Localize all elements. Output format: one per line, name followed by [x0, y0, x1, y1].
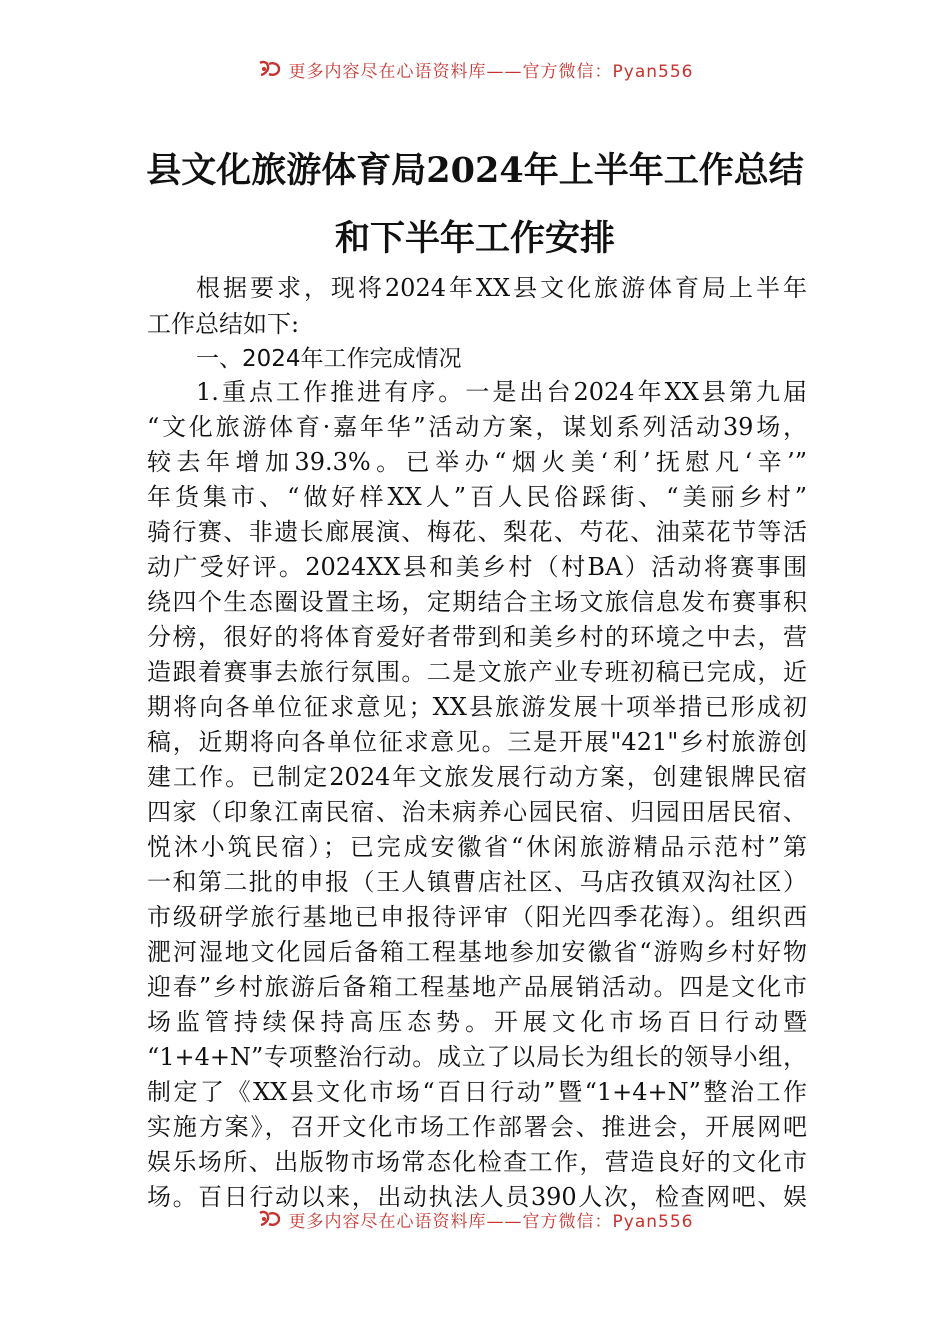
logo-icon — [257, 1210, 283, 1232]
paragraph-line: 场。百日行动以来，出动执法人员390人次，检查网吧、娱 — [147, 1183, 807, 1211]
paragraph-line: 市级研学旅行基地已申报待评审（阳光四季花海）。组织西 — [147, 903, 807, 931]
paragraph-line: 1.重点工作推进有序。一是出台2024年XX县第九届 — [196, 378, 807, 406]
watermark-top — [0, 60, 950, 82]
paragraph-line: 造跟着赛事去旅行氛围。二是文旅产业专班初稿已完成，近 — [147, 658, 807, 686]
paragraph-line: 期将向各单位征求意见；XX县旅游发展十项举措已形成初 — [147, 693, 807, 721]
watermark-bottom — [0, 1210, 950, 1232]
logo-icon — [257, 60, 283, 82]
paragraph-line: 年货集市、“做好样XX人”百人民俗踩街、“美丽乡村” — [147, 483, 807, 511]
paragraph-line: “1+4+N”专项整治行动。成立了以局长为组长的领导小组， — [147, 1043, 807, 1071]
paragraph-line: 实施方案》，召开文化市场工作部署会、推进会，开展网吧 — [147, 1113, 807, 1141]
intro-line-2: 工作总结如下: — [147, 310, 300, 338]
paragraph-line: 骑行赛、非遗长廊展演、梅花、梨花、芍花、油菜花节等活 — [147, 518, 807, 546]
paragraph-line: 场监管持续保持高压态势。开展文化市场百日行动暨 — [147, 1008, 807, 1036]
paragraph-line: 稿，近期将向各单位征求意见。三是开展"421"乡村旅游创 — [147, 728, 807, 756]
paragraph-line: 迎春”乡村旅游后备箱工程基地产品展销活动。四是文化市 — [147, 973, 807, 1001]
paragraph-line: 娱乐场所、出版物市场常态化检查工作，营造良好的文化市 — [147, 1148, 807, 1176]
document-title-line-2: 和下半年工作安排 — [334, 218, 615, 259]
watermark-text: 更多内容尽在心语资料库——官方微信：Pyan556 — [288, 1212, 694, 1232]
intro-line-1: 根据要求，现将2024年XX县文化旅游体育局上半年 — [196, 274, 807, 302]
watermark-text: 更多内容尽在心语资料库——官方微信：Pyan556 — [288, 62, 694, 82]
paragraph-line: 建工作。已制定2024年文旅发展行动方案，创建银牌民宿 — [147, 763, 807, 791]
paragraph-line: 绕四个生态圈设置主场，定期结合主场文旅信息发布赛事积 — [147, 588, 807, 616]
paragraph-line: 分榜，很好的将体育爱好者带到和美乡村的环境之中去，营 — [147, 623, 807, 651]
document-title-line-1: 县文化旅游体育局2024年上半年工作总结 — [146, 150, 804, 191]
paragraph-line: 动广受好评。2024XX县和美乡村（村BA）活动将赛事围 — [147, 553, 807, 581]
paragraph-line: “文化旅游体育·嘉年华”活动方案，谋划系列活动39场， — [147, 413, 807, 441]
paragraph-line: 四家（印象江南民宿、治未病养心园民宿、归园田居民宿、 — [147, 798, 807, 826]
paragraph-line: 制定了《XX县文化市场“百日行动”暨“1+4+N”整治工作 — [147, 1078, 807, 1106]
paragraph-line: 一和第二批的申报（王人镇曹店社区、马店孜镇双沟社区） — [147, 868, 807, 896]
section-heading: 一、2024年工作完成情况 — [196, 346, 462, 372]
paragraph-line: 较去年增加39.3%。已举办“烟火美‘利’抚慰凡‘辛’” — [147, 448, 807, 476]
paragraph-line: 淝河湿地文化园后备箱工程基地参加安徽省“游购乡村好物 — [147, 938, 807, 966]
paragraph-line: 悦沐小筑民宿）；已完成安徽省“休闲旅游精品示范村”第 — [147, 833, 807, 861]
